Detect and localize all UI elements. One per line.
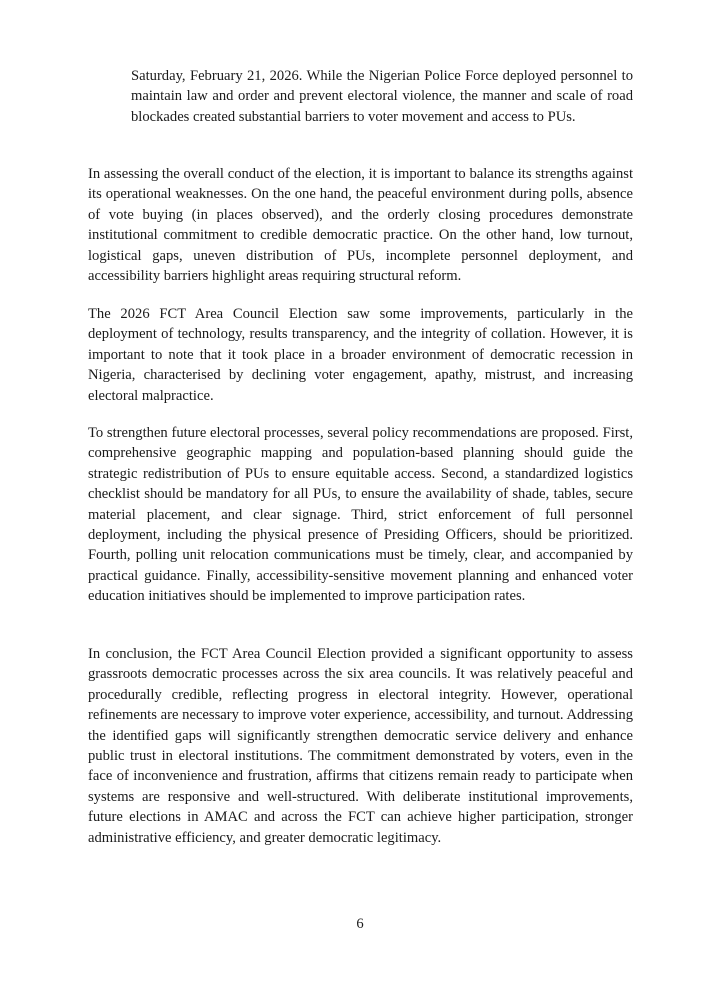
- paragraph-improvements: The 2026 FCT Area Council Election saw some improvements, particularly in the deployment of technology, results transparency, and the integrity of collation. However, it is important to note that it took place in a broader environment of democratic recession in Nigeria, characterised by declining voter engagement, apathy, mistrust, and increasing electoral malpractice.: [88, 306, 633, 404]
- paragraph-quote-continuation: Saturday, February 21, 2026. While the Nigerian Police Force deployed personnel to maintain law and order and prevent electoral violence, the manner and scale of road blockades created substantial barriers to voter movement and access to PUs.: [131, 68, 633, 125]
- paragraph-recommendations: To strengthen future electoral processes, several policy recommendations are proposed. First, comprehensive geographic mapping and population-based planning should guide the strategic redistribution of PUs to ensure equitable access. Second, a standardized logistics checklist should be mandatory for all PUs, to ensure the availability of shade, tables, secure material placement, and clear signage. Third, strict enforcement of full personnel deployment, including the physical presence of Presiding Officers, should be prioritized. Fourth, polling unit relocation communications must be timely, clear, and accompanied by practical guidance. Finally, accessibility-sensitive movement planning and enhanced voter education initiatives should be implemented to improve participation rates.: [88, 425, 633, 605]
- page-number: 6: [356, 916, 364, 932]
- paragraph-assessment: In assessing the overall conduct of the election, it is important to balance its strengths against its operational weaknesses. On the one hand, the peaceful environment during polls, absence of vote buying (in places observed), and the orderly closing procedures demonstrate institutional commitment to credible democratic practice. On the other hand, low turnout, logistical gaps, uneven distribution of PUs, incomplete personnel deployment, and accessibility barriers highlight areas requiring structural reform.: [88, 166, 633, 285]
- paragraph-conclusion: In conclusion, the FCT Area Council Election provided a significant opportunity to assess grassroots democratic processes across the six area councils. It was relatively peaceful and procedurally credible, reflecting progress in electoral integrity. However, operational refinements are necessary to improve voter experience, accessibility, and turnout. Addressing the identified gaps will significantly strengthen democratic service delivery and enhance public trust in electoral institutions. The commitment demonstrated by voters, even in the face of inconvenience and frustration, affirms that citizens remain ready to participate when systems are responsive and well-structured. With deliberate institutional improvements, future elections in AMAC and across the FCT can achieve higher participation, stronger administrative efficiency, and greater democratic legitimacy.: [88, 646, 633, 846]
